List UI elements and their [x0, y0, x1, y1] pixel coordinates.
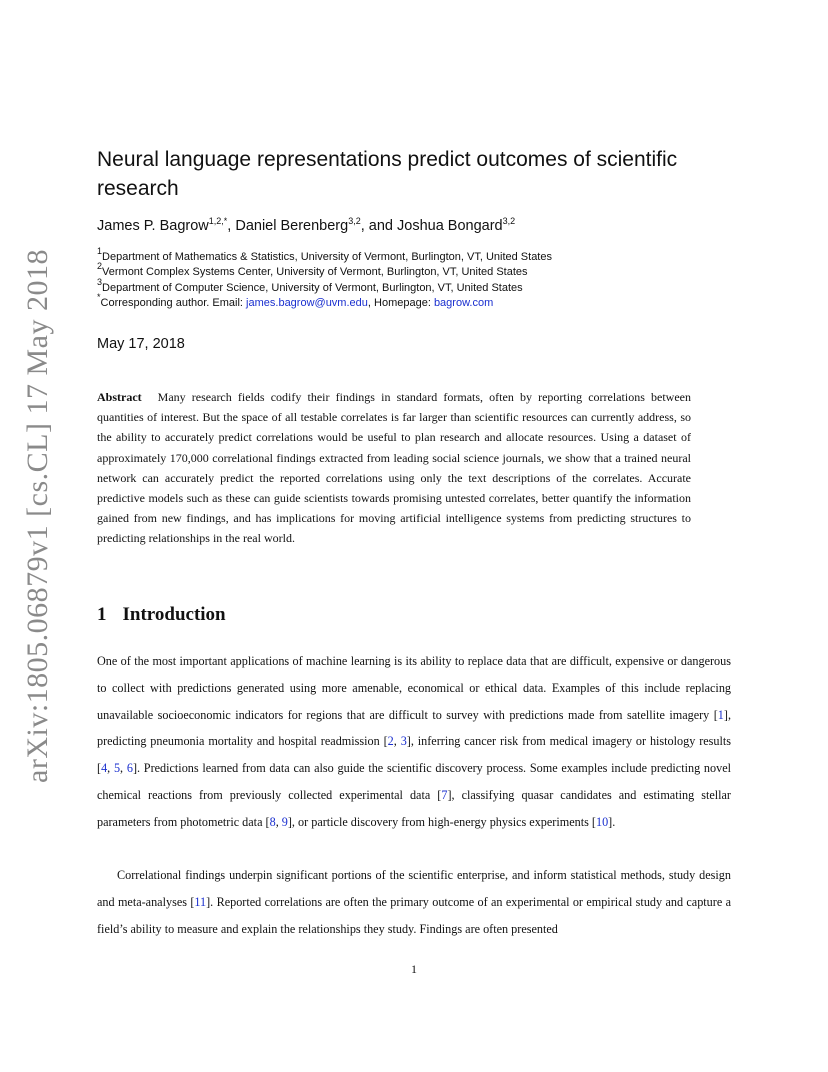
- author-affiliation-marks: 3,2: [348, 216, 361, 226]
- citation-link[interactable]: 3: [400, 734, 407, 749]
- paragraph-text: ,: [275, 814, 282, 829]
- citation-link[interactable]: 9: [281, 814, 288, 829]
- affiliation-list: [97, 246, 552, 311]
- paragraph-text: ], classifying quasar candidates and estimating stellar parameters from photometric data [: [97, 787, 731, 829]
- author-list: [97, 218, 515, 234]
- paragraph-text: ]. Predictions learned from data can also guide the scientific discovery process. Some examples include predicting novel chemical reactions from previously collected experimental data [: [97, 761, 731, 802]
- paragraph-text: ]. Reported correlations are often the primary outcome of an experimental or empirical study and capture a field’s ability to measure and explain the relationships they study. Findings are often presented: [97, 894, 731, 936]
- abstract-label: Abstract: [97, 390, 142, 404]
- paragraph-text: ], inferring cancer risk from medical imagery or histology results [: [97, 734, 732, 776]
- affiliation-text: Vermont Complex Systems Center, University of Vermont, Burlington, VT, United States: [102, 266, 528, 279]
- page-number: 1: [411, 962, 417, 976]
- section-heading: [97, 604, 226, 626]
- affiliation-mark: 3: [97, 276, 103, 287]
- citation-link[interactable]: 4: [101, 761, 108, 776]
- citation-link[interactable]: 11: [194, 894, 207, 909]
- section-title: Introduction: [122, 604, 226, 625]
- author-affiliation-marks: 1,2,*: [208, 216, 228, 226]
- paragraph-text: ,: [393, 734, 401, 749]
- arxiv-identifier-stamp: arXiv:1805.06879v1 [cs.CL] 17 May 2018: [21, 249, 54, 783]
- paragraph-text: ,: [120, 761, 127, 776]
- citation-link[interactable]: 5: [113, 761, 121, 776]
- corresponding-middle: , Homepage:: [367, 296, 434, 309]
- corresponding-mark: *: [97, 291, 101, 302]
- paragraph-text: One of the most important applications of machine learning is its ability to replace data that are difficult, expensive or dangerous to collect with predictions generated using more amenable, economical or ethical data. Examples of this include replacing unavailable socioeconomic indicators for regions that are difficult to survey with predictions made from satellite imagery [: [97, 654, 731, 722]
- affiliation-item: [97, 246, 552, 265]
- author-separator: , and: [360, 218, 397, 234]
- abstract-text: Many research fields codify their findings in standard formats, often by reporting correlations between quantities of interest. But the space of all testable correlates is far larger than scientific resources can currently address, so the ability to accurately predict correlations would be useful to plan research and allocate resources. Using a dataset of approximately 170,000 correlational findings extracted from leading social science journals, we show that a trained neural network can accurately predict the reported correlations using only the text descriptions of the correlates. Accurate predictive models such as these can guide scientists towards promising untested correlates, better quantify the information gained from new findings, and has implications for moving artificial intelligence systems from predicting structures to predicting relationships in the real world.: [97, 390, 691, 546]
- paragraph-text: ], predicting pneumonia mortality and hospital readmission [: [97, 707, 731, 749]
- abstract: [97, 387, 691, 549]
- corresponding-prefix: Corresponding author. Email:: [100, 296, 247, 309]
- affiliation-mark: 2: [97, 261, 103, 272]
- corresponding-author-note: [97, 291, 552, 311]
- publication-date: May 17, 2018: [97, 336, 185, 352]
- body-paragraph: [97, 648, 731, 836]
- author-separator: ,: [227, 218, 236, 234]
- paragraph-text: Correlational findings underpin significant portions of the scientific enterprise, and inform statistical methods, study design and meta-analyses [: [97, 868, 731, 909]
- affiliation-item: [97, 261, 552, 280]
- homepage-link[interactable]: bagrow.com: [433, 296, 494, 309]
- email-link[interactable]: james.bagrow@uvm.edu: [246, 296, 368, 309]
- paper-title: Neural language representations predict outcomes of scientific research: [97, 148, 678, 200]
- paragraph-text: ].: [608, 814, 616, 829]
- author-name: Daniel Berenberg: [235, 218, 349, 234]
- affiliation-item: [97, 276, 552, 296]
- citation-link[interactable]: 2: [387, 734, 394, 749]
- citation-link[interactable]: 8: [269, 814, 276, 829]
- body-paragraph: [97, 862, 731, 942]
- section-number: 1: [97, 604, 107, 625]
- author-affiliation-marks: 3,2: [502, 216, 516, 226]
- author-name: Joshua Bongard: [397, 218, 503, 234]
- affiliation-text: Department of Computer Science, University of Vermont, Burlington, VT, United States: [102, 281, 523, 294]
- citation-link[interactable]: 1: [717, 707, 724, 722]
- citation-link[interactable]: 10: [595, 814, 609, 829]
- paragraph-text: ], or particle discovery from high-energy physics experiments [: [287, 814, 596, 829]
- citation-link[interactable]: 7: [441, 787, 448, 802]
- affiliation-mark: 1: [97, 246, 103, 256]
- citation-link[interactable]: 6: [126, 761, 133, 776]
- affiliation-text: Department of Mathematics & Statistics, University of Vermont, Burlington, VT, United States: [102, 251, 552, 263]
- author-name: James P. Bagrow: [97, 218, 209, 234]
- paragraph-text: ,: [107, 761, 114, 776]
